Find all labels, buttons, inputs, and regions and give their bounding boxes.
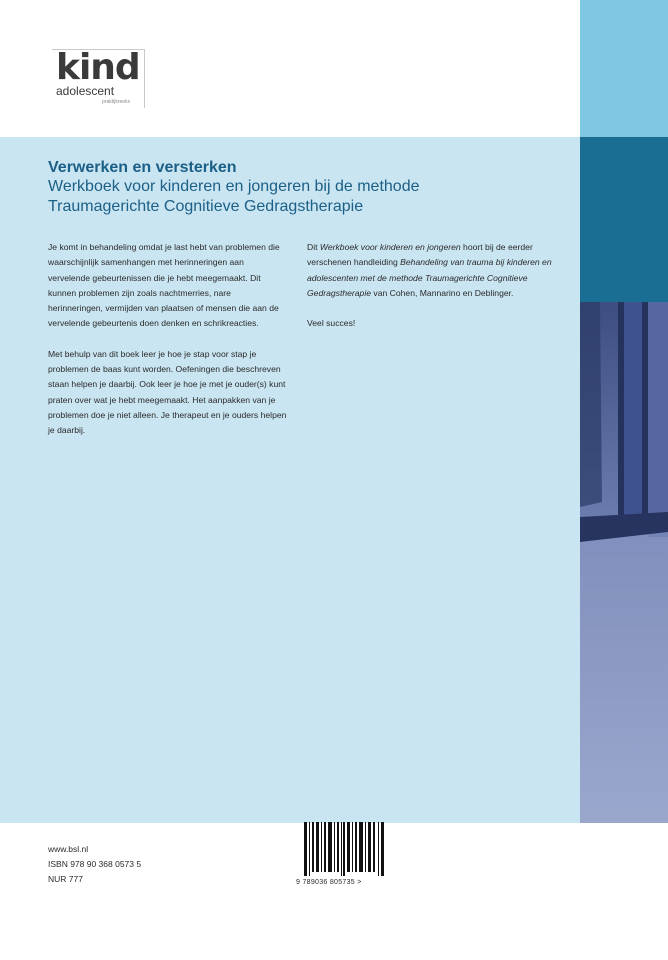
accent-strip-light <box>580 0 668 137</box>
logo-tagline: praktijkreeks <box>102 99 131 105</box>
closing-line: Veel succes! <box>307 318 356 329</box>
related-book-paragraph <box>307 240 557 301</box>
barcode-digits: 9 789036 805735 > <box>296 879 362 886</box>
nur-code: NUR 777 <box>48 874 83 884</box>
subtitle-line-1: Werkboek voor kinderen en jongeren bij de methode <box>48 178 420 195</box>
logo-brand-word: kind <box>56 47 140 88</box>
related-text-start: Dit <box>307 242 320 252</box>
handbook-title-italic: Behandeling van trauma bij kinderen en adolescenten met de methode Traumagerichte Cognitieve Gedragstherapie <box>307 257 552 298</box>
title-block <box>48 158 568 217</box>
subtitle-line-2: Traumagerichte Cognitieve Gedragstherapie <box>48 198 364 215</box>
blurb-left-column <box>48 240 288 454</box>
isbn-number: ISBN 978 90 368 0573 5 <box>48 859 142 869</box>
logo-brand-line2: adolescent <box>56 84 115 98</box>
cover-photo-window <box>580 302 668 823</box>
blurb-paragraph-1: Je komt in behandeling omdat je last hebt van problemen die waarschijnlijk samenhangen met herinneringen aan vervelende gebeurtenissen die je hebt meegemaakt. Dit kunnen problemen zijn zoals nachtmerries, nare herinneringen, vermijden van plaatsen of mensen die aan de vervelende gebeurtenis doen denken en schrikreacties. <box>48 242 280 329</box>
workbook-title-italic: Werkboek voor kinderen en jongeren <box>319 242 461 252</box>
accent-strip-dark <box>580 137 668 302</box>
publisher-website: www.bsl.nl <box>48 844 89 854</box>
related-text-end: van Cohen, Mannarino en Deblinger. <box>371 287 514 298</box>
blurb-right-column <box>307 240 557 346</box>
publication-info <box>48 842 141 887</box>
series-title: Verwerken en versterken <box>48 159 237 176</box>
related-text-middle: hoort bij de eerder verschenen handleiding <box>307 242 533 268</box>
publisher-logo <box>50 49 146 109</box>
barcode-icon <box>304 822 384 876</box>
blurb-paragraph-2: Met behulp van dit boek leer je hoe je stap voor stap je problemen de baas kunt worden. Oefeningen die beschreven staan helpen je daarbij. Ook leer je hoe je met je ouder(s) kunt praten over wat je hebt meegemaakt. Het aanpakken van je problemen doe je niet alleen. Je therapeut en je ouders helpen je daarbij. <box>48 348 287 436</box>
